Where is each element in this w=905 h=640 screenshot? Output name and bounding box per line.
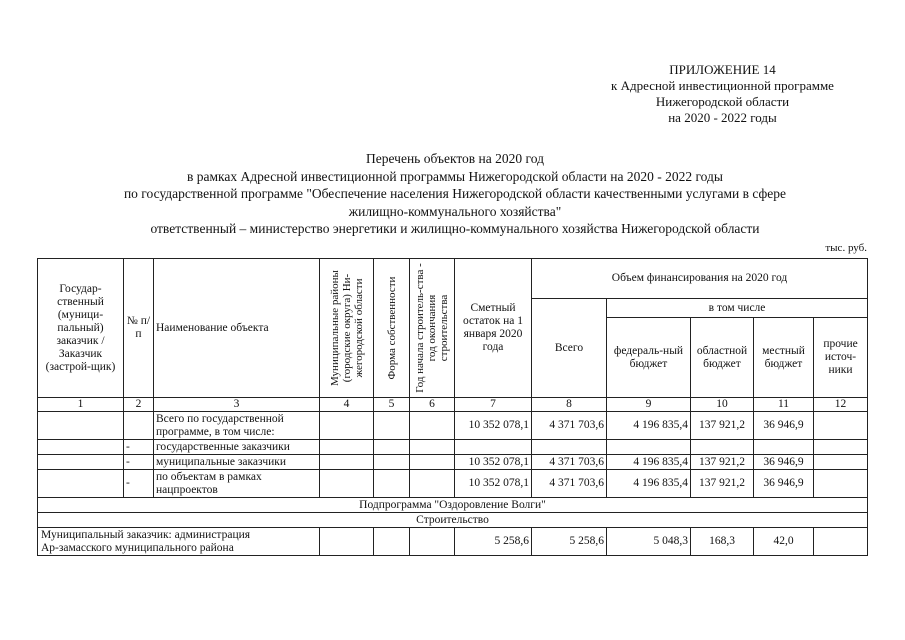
header-district — [320, 259, 374, 398]
header-ownership — [374, 259, 410, 398]
row-local: 36 946,9 — [754, 455, 814, 470]
title-line-2: в рамках Адресной инвестиционной программы Нижегородской области на 2020 - 2022 годы — [187, 168, 723, 184]
section-title: Строительство — [38, 513, 868, 528]
row-total: 4 371 703,6 — [532, 455, 607, 470]
row-total — [532, 440, 607, 455]
appendix-line-3: Нижегородской области — [655, 94, 790, 109]
row-num — [124, 412, 154, 440]
row-local — [754, 440, 814, 455]
row-num: - — [124, 470, 154, 498]
row-balance: 10 352 078,1 — [455, 470, 532, 498]
section-row — [38, 513, 868, 528]
title-line-1: Перечень объектов на 2020 год — [366, 151, 544, 166]
row-num: - — [124, 440, 154, 455]
header-total: Всего — [532, 299, 607, 398]
row-local: 36 946,9 — [754, 412, 814, 440]
header-regional: областной бюджет — [691, 318, 754, 398]
col-number: 4 — [320, 398, 374, 412]
row-other — [814, 470, 868, 498]
customer-balance: 5 258,6 — [455, 528, 532, 556]
header-local: местный бюджет — [754, 318, 814, 398]
header-num: № п/п — [124, 259, 154, 398]
row-balance: 10 352 078,1 — [455, 455, 532, 470]
customer-local: 42,0 — [754, 528, 814, 556]
table-row — [38, 455, 868, 470]
row-regional — [691, 440, 754, 455]
customer-label: Муниципальный заказчик: администрация Ар-замасского муниципального района — [38, 528, 320, 556]
row-total: 4 371 703,6 — [532, 470, 607, 498]
row-regional: 137 921,2 — [691, 470, 754, 498]
header-including: в том числе — [607, 299, 868, 318]
row-name: государственные заказчики — [154, 440, 320, 455]
row-name: муниципальные заказчики — [154, 455, 320, 470]
col-number: 1 — [38, 398, 124, 412]
document-title — [20, 150, 890, 238]
customer-other — [814, 528, 868, 556]
row-balance — [455, 440, 532, 455]
col-number: 10 — [691, 398, 754, 412]
header-object-name: Наименование объекта — [154, 259, 320, 398]
header-balance: Сметный остаток на 1 января 2020 года — [455, 259, 532, 398]
customer-row — [38, 528, 868, 556]
col-number: 2 — [124, 398, 154, 412]
row-local: 36 946,9 — [754, 470, 814, 498]
customer-regional: 168,3 — [691, 528, 754, 556]
row-other — [814, 440, 868, 455]
row-other — [814, 412, 868, 440]
row-name: по объектам в рамках нацпроектов — [154, 470, 320, 498]
appendix-line-1: ПРИЛОЖЕНИЕ 14 — [669, 62, 776, 77]
header-years-text: Год начала строитель-ства - год окончания строительства — [414, 263, 450, 393]
subprogram-title: Подпрограмма "Оздоровление Волги" — [38, 498, 868, 513]
column-number-row — [38, 398, 868, 412]
col-number: 6 — [410, 398, 455, 412]
col-number: 3 — [154, 398, 320, 412]
table-row — [38, 440, 868, 455]
units-label: тыс. руб. — [825, 242, 867, 254]
customer-total: 5 258,6 — [532, 528, 607, 556]
header-financing: Объем финансирования на 2020 год — [532, 259, 868, 299]
header-years — [410, 259, 455, 398]
col-number: 12 — [814, 398, 868, 412]
col-number: 8 — [532, 398, 607, 412]
header-federal: федераль-ный бюджет — [607, 318, 691, 398]
table-row — [38, 470, 868, 498]
col-number: 11 — [754, 398, 814, 412]
row-regional: 137 921,2 — [691, 412, 754, 440]
title-line-3: по государственной программе "Обеспечение населения Нижегородской области качественными услугами в сфере — [123, 186, 787, 202]
row-total: 4 371 703,6 — [532, 412, 607, 440]
appendix-header — [560, 62, 885, 126]
row-federal: 4 196 835,4 — [607, 455, 691, 470]
financing-table — [37, 258, 868, 556]
header-other: прочие источ-ники — [814, 318, 868, 398]
customer-federal: 5 048,3 — [607, 528, 691, 556]
row-federal: 4 196 835,4 — [607, 412, 691, 440]
col-number: 5 — [374, 398, 410, 412]
appendix-line-4: на 2020 - 2022 годы — [668, 110, 777, 125]
appendix-line-2: к Адресной инвестиционной программе — [611, 78, 834, 93]
table-row — [38, 412, 868, 440]
row-balance: 10 352 078,1 — [455, 412, 532, 440]
title-line-4: жилищно-коммунального хозяйства" — [348, 203, 562, 219]
header-ownership-text: Форма собственности — [385, 276, 398, 380]
header-district-text: Муниципальные районы (городские округа) Ни-жегородской области — [328, 270, 365, 386]
title-line-5: ответственный – министерство энергетики и жилищно-коммунального хозяйства Нижегородской области — [150, 221, 760, 237]
col-number: 7 — [455, 398, 532, 412]
row-federal — [607, 440, 691, 455]
row-regional: 137 921,2 — [691, 455, 754, 470]
row-other — [814, 455, 868, 470]
row-federal: 4 196 835,4 — [607, 470, 691, 498]
subprogram-row — [38, 498, 868, 513]
col-number: 9 — [607, 398, 691, 412]
row-name: Всего по государственной программе, в том числе: — [154, 412, 320, 440]
header-customer: Государ-ственный (муници-пальный) заказчик / Заказчик (застрой-щик) — [38, 259, 124, 398]
row-num: - — [124, 455, 154, 470]
